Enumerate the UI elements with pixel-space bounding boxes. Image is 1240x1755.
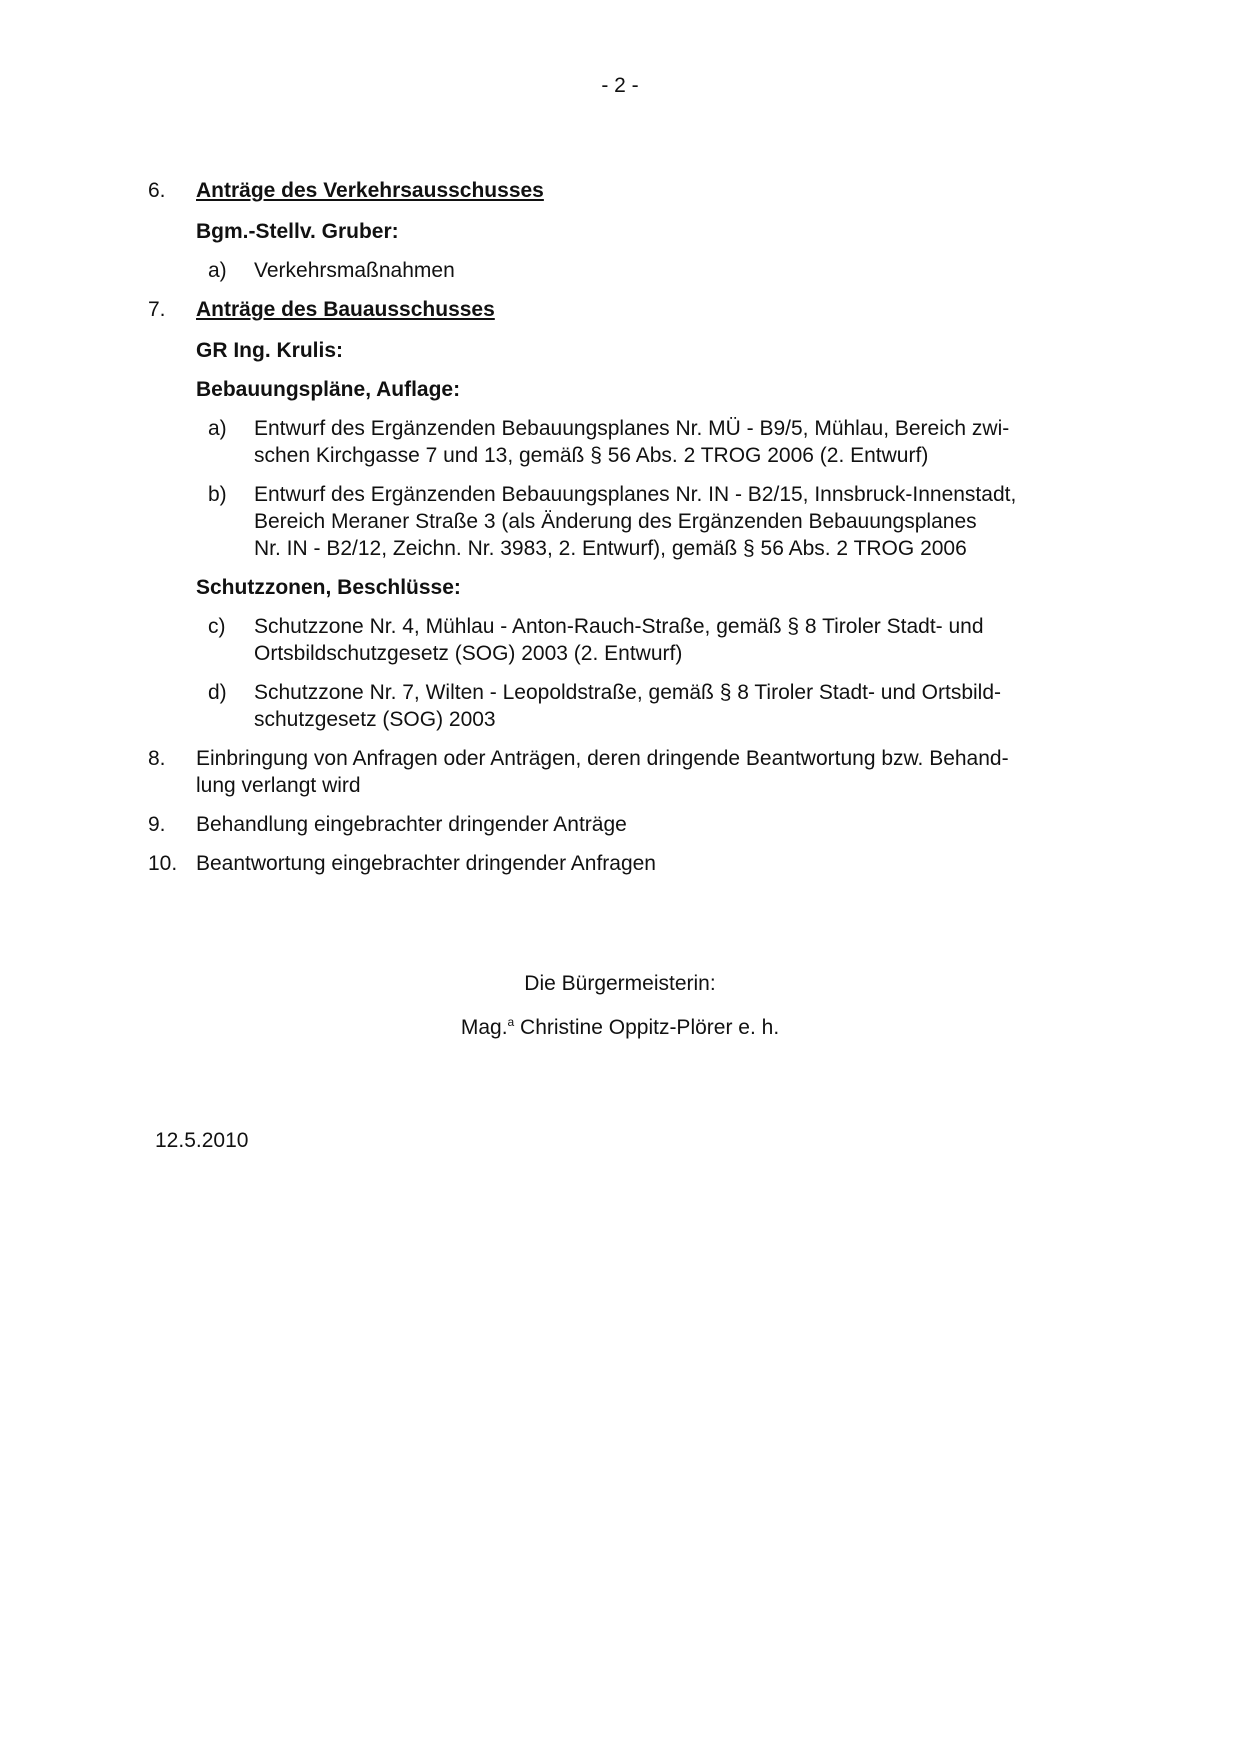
- agenda-item-10: [148, 850, 1088, 877]
- sub-item-letter: d): [208, 681, 227, 704]
- signature-title: Die Bürgermeisterin:: [524, 972, 716, 995]
- sub-item-a: [196, 415, 1088, 469]
- agenda-item-6: [148, 177, 1088, 284]
- agenda-list: [148, 177, 1088, 889]
- item-line: Behandlung eingebrachter dringender Anträge: [196, 813, 627, 836]
- sub-item-line: Entwurf des Ergänzenden Bebauungsplanes Nr. MÜ - B9/5, Mühlau, Bereich zwi-: [254, 417, 1010, 440]
- sub-item-letter: a): [208, 259, 227, 282]
- group-title: Bebauungspläne, Auflage:: [196, 378, 461, 401]
- sub-item-letter: c): [208, 615, 226, 638]
- sub-item-line: Verkehrsmaßnahmen: [254, 259, 455, 282]
- sub-item-line: Ortsbildschutzgesetz (SOG) 2003 (2. Entwurf): [254, 642, 683, 665]
- agenda-item-8: [148, 745, 1088, 799]
- item-number: 10.: [148, 852, 178, 875]
- item-line: Einbringung von Anfragen oder Anträgen, deren dringende Beantwortung bzw. Behand-: [196, 747, 1009, 770]
- sub-item-letter: b): [208, 483, 227, 506]
- item-number: 6.: [148, 179, 166, 202]
- sub-item-a: [196, 257, 1088, 284]
- sub-item-d: [196, 679, 1088, 733]
- page-number: - 2 -: [601, 74, 639, 97]
- sub-item-line: Nr. IN - B2/12, Zeichn. Nr. 3983, 2. Entwurf), gemäß § 56 Abs. 2 TROG 2006: [254, 537, 967, 560]
- agenda-item-9: [148, 811, 1088, 838]
- item-line: Beantwortung eingebrachter dringender Anfragen: [196, 852, 656, 875]
- signature-block: [0, 970, 1240, 1053]
- sub-item-b: [196, 481, 1088, 562]
- item-heading: Anträge des Verkehrsausschusses: [196, 179, 544, 202]
- agenda-item-7: [148, 296, 1088, 733]
- sub-item-line: Bereich Meraner Straße 3 (als Änderung des Ergänzenden Bebauungsplanes: [254, 510, 977, 533]
- group-title: Schutzzonen, Beschlüsse:: [196, 576, 461, 599]
- sub-item-line: schutzgesetz (SOG) 2003: [254, 708, 496, 731]
- sub-item-c: [196, 613, 1088, 667]
- item-line: lung verlangt wird: [196, 774, 361, 797]
- item-number: 7.: [148, 298, 166, 321]
- sub-item-line: Schutzzone Nr. 4, Mühlau - Anton-Rauch-Straße, gemäß § 8 Tiroler Stadt- und: [254, 615, 984, 638]
- sub-item-line: Schutzzone Nr. 7, Wilten - Leopoldstraße, gemäß § 8 Tiroler Stadt- und Ortsbild-: [254, 681, 1001, 704]
- sub-item-letter: a): [208, 417, 227, 440]
- speaker: Bgm.-Stellv. Gruber:: [196, 220, 399, 243]
- sub-item-line: Entwurf des Ergänzenden Bebauungsplanes Nr. IN - B2/15, Innsbruck-Innenstadt,: [254, 483, 1017, 506]
- signature-name: Mag.$^a$ Christine Oppitz-Plörer e. h.: [460, 1015, 780, 1039]
- speaker: GR Ing. Krulis:: [196, 339, 343, 362]
- document-date: 12.5.2010: [155, 1129, 249, 1152]
- item-number: 9.: [148, 813, 166, 836]
- item-heading: Anträge des Bauausschusses: [196, 298, 495, 321]
- item-number: 8.: [148, 747, 166, 770]
- sub-item-line: schen Kirchgasse 7 und 13, gemäß § 56 Abs. 2 TROG 2006 (2. Entwurf): [254, 444, 929, 467]
